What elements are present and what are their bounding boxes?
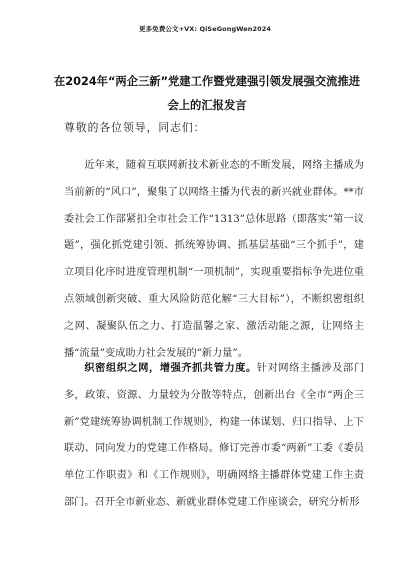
document-title: 在2024年“两企三新”党建工作暨党建强引领发展强交流推进会上的汇报发言: [53, 75, 361, 112]
header-note: 更多免费公文+VX: QiSeGongWen2024: [139, 25, 271, 33]
section-body: 针对网络主播涉及部门多，政策、资源、力量较为分散等特点，创新出台《全市“两企三新”党建统筹协调机制工作规则》，构建一体谋划、归口指导、上下联动、同向发力的党建工作格局。修订完善市委“两新”工委《委员单位工作职责》和《工作规则》，明确网络主播群体党建工作主责部门。召开全市新业态、新就业群体党建工作座谈会，研究分析形: [64, 363, 365, 508]
paragraph-intro: 近年来，随着互联网新技术新业态的不断发展，网络主播成为当前新的“风口”，聚集了以网络主播为代表的新兴就业群体。**市委社会工作部紧扣全市社会工作“1313”总体思路（即落实“第一议题”，强化抓党建引领、抓统筹协调、抓基层基础“三个抓手”，建立项目化序时进度管理机制“一项机制”，实现重要指标争先进位重点领域创新突破、重大风险防范化解“三大目标”），不断织密组织之网、凝聚队伍之力、打造温馨之家、激活动能之源，让网络主播“流量”变成助力社会发展的“新力量”。: [64, 160, 364, 359]
salutation: 尊敬的各位领导，同志们：: [64, 121, 206, 134]
paragraph-section-1: [64, 356, 364, 517]
section-heading: 织密组织之网，增强齐抓共管力度。: [84, 363, 257, 374]
